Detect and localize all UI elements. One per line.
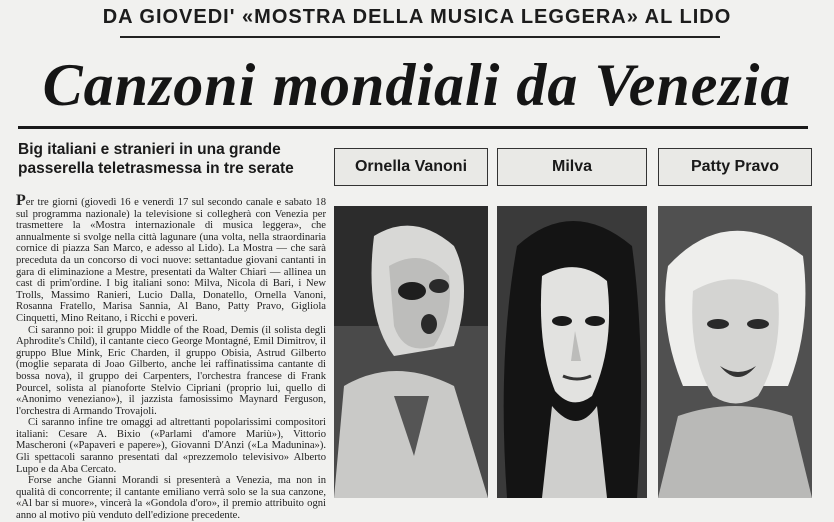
- pravo-portrait-icon: [658, 206, 812, 498]
- singer-photo-vanoni: [334, 206, 488, 498]
- subheadline: Big italiani e stranieri in una grande passerella teletrasmessa in tre serate: [18, 141, 294, 177]
- drop-cap: P: [16, 192, 26, 209]
- kicker-line: DA GIOVEDI' «MOSTRA DELLA MUSICA LEGGERA» AL LIDO: [102, 6, 732, 28]
- vanoni-portrait-icon: [334, 206, 488, 498]
- article-paragraph: Per tre giorni (giovedì 16 e venerdì 17 sul secondo canale e sabato 18 sul programma nazionale) la televisione si collegherà con Venezia per trasmettere la «Mostra internazionale di musica leggera», che annualmente si svolge nella città lagunare (una volta, nella straordinaria cornice di piazza San Marco, e adesso al Lido). La Mostra — che sarà preceduta da un concorso di voci nuove: settantadue giovani cantanti in gara di eliminazione a Mestre, presentati da Walter Chiari — allinea un cast di prim'ordine. I big italiani sono: Milva, Nicola di Bari, i New Trolls, Massimo Ranieri, Lucio Dalla, Donatello, Ornella Vanoni, Rosanna Fratello, Marisa Sannia, Al Bano, Patty Pravo, Gigliola Cinquetti, Mino Reitano, i Ricchi e poveri.: [16, 192, 326, 324]
- article-paragraph: Ci saranno infine tre omaggi ad altrettanti popolarissimi compositori italiani: Cesare A. Bixio («Parlami d'amore Mariù»), Vittorio Mascheroni («Papaveri e papere»), Giovanni D'Anzi («La Madunina»). Gli spettacoli saranno presentati dal «prezzemolo televisivo» Alberto Lupo e da Aba Cercato.: [16, 417, 326, 475]
- headline-rule: [18, 126, 808, 129]
- singer-photo-milva: [497, 206, 647, 498]
- singer-name-vanoni: Ornella Vanoni: [334, 148, 488, 186]
- article-paragraph: Forse anche Gianni Morandi si presenterà a Venezia, ma non in qualità di concorrente; il cantante emiliano verrà solo se la sua canzone, «Al bar si muore», vincerà la «Gondola d'oro», il premio attribuito ogni anno al motivo più venduto dell'edizione precedente.: [16, 475, 326, 522]
- article-body: [16, 192, 326, 522]
- page-title: Canzoni mondiali da Venezia: [42, 52, 792, 118]
- top-rule: [120, 36, 720, 38]
- singer-photo-pravo: [658, 206, 812, 498]
- article-paragraph: Ci saranno poi: il gruppo Middle of the Road, Demis (il solista degli Aphrodite's Child), il cantante cieco George Montagné, Emil Dimitrov, il gruppo Blue Mink, Eric Charden, il gruppo Obisia, Astrud Gilberto (moglie separata di Joao Gilberto, anche lei raffinatissima cantante di bossa nova), il gruppo dei Carpenters, l'orchestra francese di Frank Pourcel, solista al pianoforte Stelvio Cipriani (proprio lui, quello di «Anonimo veneziano»), il jazzista famosissimo Maynard Ferguson, l'orchestra di Armando Trovajoli.: [16, 324, 326, 417]
- milva-portrait-icon: [497, 206, 647, 498]
- singer-name-pravo: Patty Pravo: [658, 148, 812, 186]
- singer-name-milva: Milva: [497, 148, 647, 186]
